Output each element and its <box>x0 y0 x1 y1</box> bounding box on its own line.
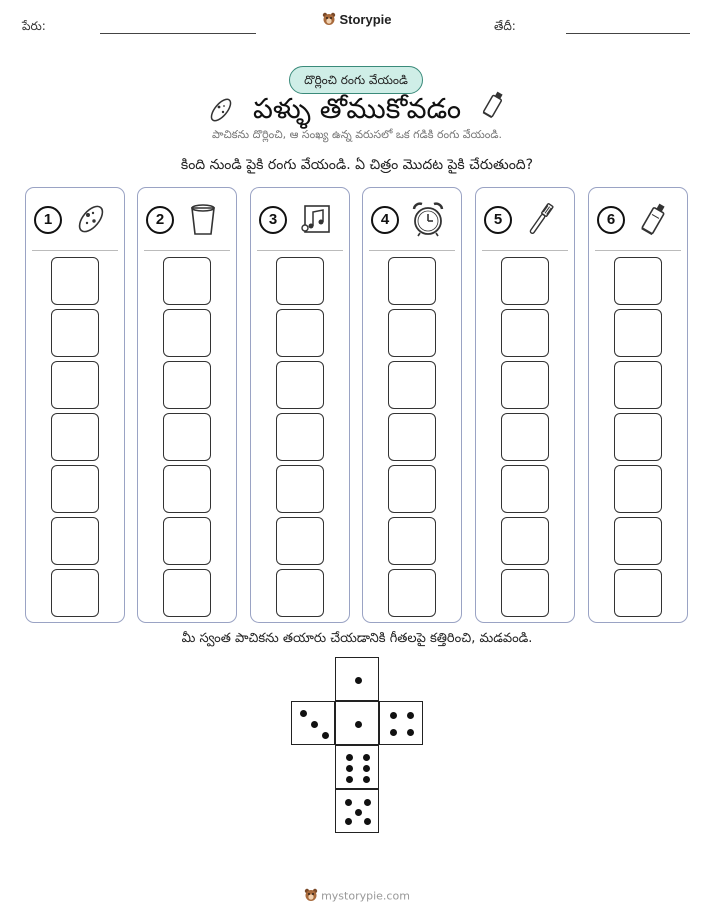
color-box[interactable] <box>276 309 324 357</box>
color-box[interactable] <box>388 569 436 617</box>
die-pip <box>345 818 352 825</box>
color-box[interactable] <box>163 465 211 513</box>
color-box[interactable] <box>501 569 549 617</box>
column-number: 2 <box>146 206 174 234</box>
color-box[interactable] <box>163 257 211 305</box>
die-pip <box>363 754 370 761</box>
color-box[interactable] <box>614 569 662 617</box>
die-pip <box>407 712 414 719</box>
color-box[interactable] <box>163 569 211 617</box>
color-box[interactable] <box>276 361 324 409</box>
die-face-1 <box>335 657 379 701</box>
color-box[interactable] <box>276 569 324 617</box>
color-box[interactable] <box>51 413 99 461</box>
die-face-6 <box>335 745 379 789</box>
color-box[interactable] <box>51 465 99 513</box>
color-box[interactable] <box>276 517 324 565</box>
color-box[interactable] <box>614 413 662 461</box>
color-box[interactable] <box>614 309 662 357</box>
date-label: తేదీ: <box>494 19 516 33</box>
color-box[interactable] <box>501 257 549 305</box>
alarm-clock-icon <box>409 200 447 238</box>
color-box[interactable] <box>501 413 549 461</box>
bear-logo-icon <box>304 888 318 905</box>
name-label: పేరు: <box>22 19 46 33</box>
color-box[interactable] <box>51 309 99 357</box>
color-box[interactable] <box>501 309 549 357</box>
color-box[interactable] <box>388 413 436 461</box>
germ-icon <box>72 200 110 238</box>
cup-icon <box>184 200 222 238</box>
die-face-1 <box>335 701 379 745</box>
column-4 <box>362 187 462 623</box>
color-box[interactable] <box>163 361 211 409</box>
footer <box>0 888 714 905</box>
die-pip <box>345 799 352 806</box>
page-subtitle: పాచికను దొర్లించి, ఆ సంఖ్య ఉన్న వరుసలో ఒక గడికి రంగు వేయండి. <box>212 128 502 141</box>
die-pip <box>346 754 353 761</box>
die-pip <box>355 677 362 684</box>
color-box[interactable] <box>276 413 324 461</box>
die-pip <box>363 776 370 783</box>
die-pip <box>390 712 397 719</box>
color-box[interactable] <box>163 309 211 357</box>
color-box[interactable] <box>276 257 324 305</box>
column-3 <box>250 187 350 623</box>
brand-name: Storypie <box>339 12 392 27</box>
color-box[interactable] <box>163 413 211 461</box>
die-pip <box>322 732 329 739</box>
die-face-4 <box>379 701 423 745</box>
roll-and-color-badge: దొర్లించి రంగు వేయండి <box>289 66 423 94</box>
column-number: 5 <box>484 206 512 234</box>
color-box[interactable] <box>388 361 436 409</box>
column-divider <box>144 250 230 251</box>
die-pip <box>364 818 371 825</box>
color-box[interactable] <box>388 517 436 565</box>
brand-logo <box>0 12 714 29</box>
color-box[interactable] <box>614 257 662 305</box>
color-box[interactable] <box>51 517 99 565</box>
column-divider <box>482 250 568 251</box>
die-pip <box>346 765 353 772</box>
die-pip <box>311 721 318 728</box>
die-face-3 <box>291 701 335 745</box>
page-title: పళ్ళు తోముకోవడం <box>252 92 462 125</box>
column-divider <box>257 250 343 251</box>
cut-instruction: మీ స్వంత పాచికను తయారు చేయడానికి గీతలపై కత్తిరించి, మడవండి. <box>181 631 533 646</box>
die-pip <box>363 765 370 772</box>
color-box[interactable] <box>614 361 662 409</box>
die-pip <box>346 776 353 783</box>
column-2 <box>137 187 237 623</box>
color-box[interactable] <box>276 465 324 513</box>
color-box[interactable] <box>388 257 436 305</box>
die-pip <box>390 729 397 736</box>
column-number: 4 <box>371 206 399 234</box>
color-box[interactable] <box>614 465 662 513</box>
column-divider <box>369 250 455 251</box>
footer-url: mystorypie.com <box>321 889 410 903</box>
die-pip <box>364 799 371 806</box>
die-pip <box>407 729 414 736</box>
music-icon <box>297 200 335 238</box>
instruction-text: కింది నుండి పైకి రంగు వేయండి. ఏ చిత్రం మొదట పైకి చేరుతుంది? <box>180 157 534 173</box>
date-line[interactable] <box>566 33 690 34</box>
color-box[interactable] <box>388 465 436 513</box>
name-line[interactable] <box>100 33 256 34</box>
color-box[interactable] <box>51 361 99 409</box>
column-6 <box>588 187 688 623</box>
color-box[interactable] <box>388 309 436 357</box>
die-face-5 <box>335 789 379 833</box>
color-box[interactable] <box>501 517 549 565</box>
column-number: 3 <box>259 206 287 234</box>
column-number: 1 <box>34 206 62 234</box>
column-number: 6 <box>597 206 625 234</box>
die-pip <box>300 710 307 717</box>
color-box[interactable] <box>51 257 99 305</box>
color-box[interactable] <box>501 465 549 513</box>
bear-logo-icon <box>322 12 336 29</box>
toothpaste-icon <box>635 200 673 238</box>
die-pip <box>355 721 362 728</box>
toothbrush-icon <box>522 200 560 238</box>
color-box[interactable] <box>51 569 99 617</box>
die-pip <box>355 809 362 816</box>
column-5 <box>475 187 575 623</box>
column-1 <box>25 187 125 623</box>
color-box[interactable] <box>163 517 211 565</box>
column-divider <box>595 250 681 251</box>
color-box[interactable] <box>614 517 662 565</box>
color-box[interactable] <box>501 361 549 409</box>
column-divider <box>32 250 118 251</box>
toothpaste-icon <box>478 90 506 128</box>
